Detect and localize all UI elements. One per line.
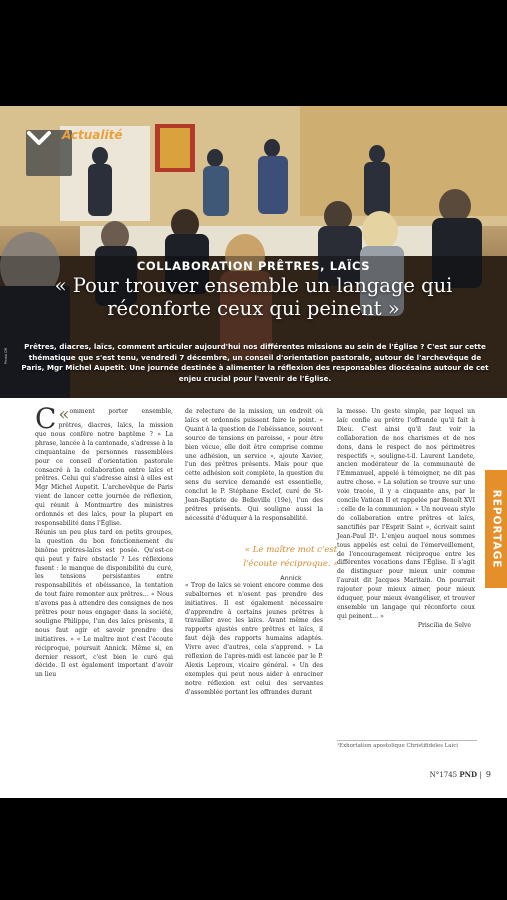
section-tab[interactable] — [485, 470, 507, 588]
lead-paragraph — [35, 402, 173, 529]
folio-divider: | — [479, 771, 482, 779]
open-quote-mark: « — [58, 404, 70, 425]
lead-text: omment porter ensemble, prêtres, diacres, laïcs, la mission que nous confère notre baptême ? » La phrase, lancée à la cantonade, s'adresse à la cinquantaine de personnes rassemblées pour ce conseil d'orientation pastorale consacré à la collaboration entre laïcs et prêtres. Celui qui s'adresse ainsi à elles est Mgr Michel Aupetit. L'archevêque de Paris vient de lancer cette journée de réflexion, qui réunit à Montmartre des ministres ordonnés et des laïcs, pour la plupart en responsabilité dans l'Église. — [35, 408, 173, 527]
article-headline: « Pour trouver ensemble un langage qui réconforte ceux qui peinent » — [54, 274, 453, 320]
chevron-down-icon — [26, 130, 52, 146]
paragraph: Réunis un peu plus tard en petits groupes, la question du bon fonctionnement du binôme prêtres-laïcs est posée. Qu'est-ce qui peut y faire obstacle ? Les réflexions fusent : le manque de disponibilité du curé, les tensions persistantes entre responsabilités et obéissance, la tentation de tout faire remonter aux prêtres… « Nous n'avons pas à attendre des consignes de nos prêtres pour nous engager dans la société, souligne Philippe, l'un des laïcs présents, il nous faut agir et savoir prendre des initiatives. » « Le maître mot c'est l'écoute réciproque, poursuit Annick. Même si, en dernier ressort, c'est bien le curé qui décide. Il est également important d'avoir un lieu — [35, 528, 173, 679]
column-1 — [35, 402, 173, 680]
page-number: 9 — [485, 770, 491, 779]
footnote: ¹Exhortation apostolique Christifideles Laici — [337, 740, 477, 749]
photo-credit: Photo DR — [4, 347, 8, 364]
article-standfirst: Prêtres, diacres, laïcs, comment articuler aujourd'hui nos différentes missions au sein de l'Église ? C'est sur cette thématique que s'est tenu, vendredi 7 décembre, un conseil d'orientation pastorale, autour de l'archevêque de Paris, Mgr Michel Aupetit. Une journée destinée à alimenter la réflexion des responsables diocésains autour de cet enjeu crucial pour l'avenir de l'Église. — [21, 342, 489, 383]
publication-title: PND — [459, 770, 478, 779]
pull-quote-author: Annick — [280, 574, 302, 582]
author-signature: Priscilia de Selve — [417, 621, 471, 629]
issue-number: N°1745 — [429, 771, 458, 779]
pull-quote-text: « Le maître mot c'est l'écoute réciproque. » — [243, 545, 339, 569]
magazine-page — [0, 106, 507, 798]
pull-quote — [232, 543, 350, 582]
section-rubric: Actualité — [62, 128, 123, 142]
dropcap: C — [35, 402, 57, 435]
column-3 — [337, 408, 475, 631]
paragraph: « Trop de laïcs se voient encore comme des subalternes et n'osent pas prendre des initiatives. Il est également nécessaire d'apprendre à certains jeunes prêtres à travailler avec les laïcs. Avant même des rapports ajustés entre prêtres et laïcs, il faut déjà des rapports humains adaptés. Vivre avec d'autres, cela s'apprend. » La réflexion de l'après-midi est lancée par le P. Alexis Leproux, vicaire général. « Un des exemples qui peut nous aider à enraciner notre réflexion est celui des servantes d'assemblée portant les offrandes durant — [185, 581, 323, 696]
article-kicker: COLLABORATION PRÊTRES, LAÏCS — [136, 259, 371, 273]
folio — [430, 770, 491, 779]
paragraph: de relecture de la mission, un endroit où laïcs et ordonnés puissent faire le point. » Quant à la question de l'obéissance, souvent source de tensions en paroisse, « pour être bien vécue, elle doit être comprise comme une adhésion, un service », ajoute Xavier, l'un des prêtres présents. Mais pour que cette adhésion soit complète, la question du sens du service demandé est essentielle, conclut le P. Stéphane Esclef, curé de St-Jean-Baptiste de Belleville (19e), l'un des prêtres présents. Qui souligne aussi la nécessité d'éduquer à la responsabilité. — [185, 408, 323, 522]
paragraph: la messe. Un geste simple, par lequel un laïc confie au prêtre l'offrande qu'il fait à Dieu. C'est ainsi qu'il faut voir la collaboration de nos charismes et de nos dons, dans le respect de nos périmètres respectifs », souligne-t-il. Laurent Landete, ancien modérateur de la communauté de l'Emmanuel, appelé à témoigner, ne dit pas autre chose. « La solution se trouve sur une voie tracée, il y a cinquante ans, par le concile Vatican II et rappelée par Benoît XVI : celle de la communion. « Un nouveau style de collaboration entre prêtres et laïcs, sanctifiés par l'Esprit Saint », écrivait saint Jean-Paul II¹. L'enjeu auquel nous sommes tous appelés est celui de l'émerveillement, de l'encouragement réciproque entre les différentes vocations dans l'Église. Il s'agit de distinguer pour mieux unir comme l'aurait dit Jacques Maritain. On pourrait rajouter pour mieux aimer, pour mieux éduquer, pour mieux évangéliser, et trouver ensemble un langage qui réconforte ceux qui peinent… » — [337, 408, 475, 620]
header-photo — [0, 106, 507, 398]
section-tab-label: REPORTAGE — [490, 489, 503, 569]
